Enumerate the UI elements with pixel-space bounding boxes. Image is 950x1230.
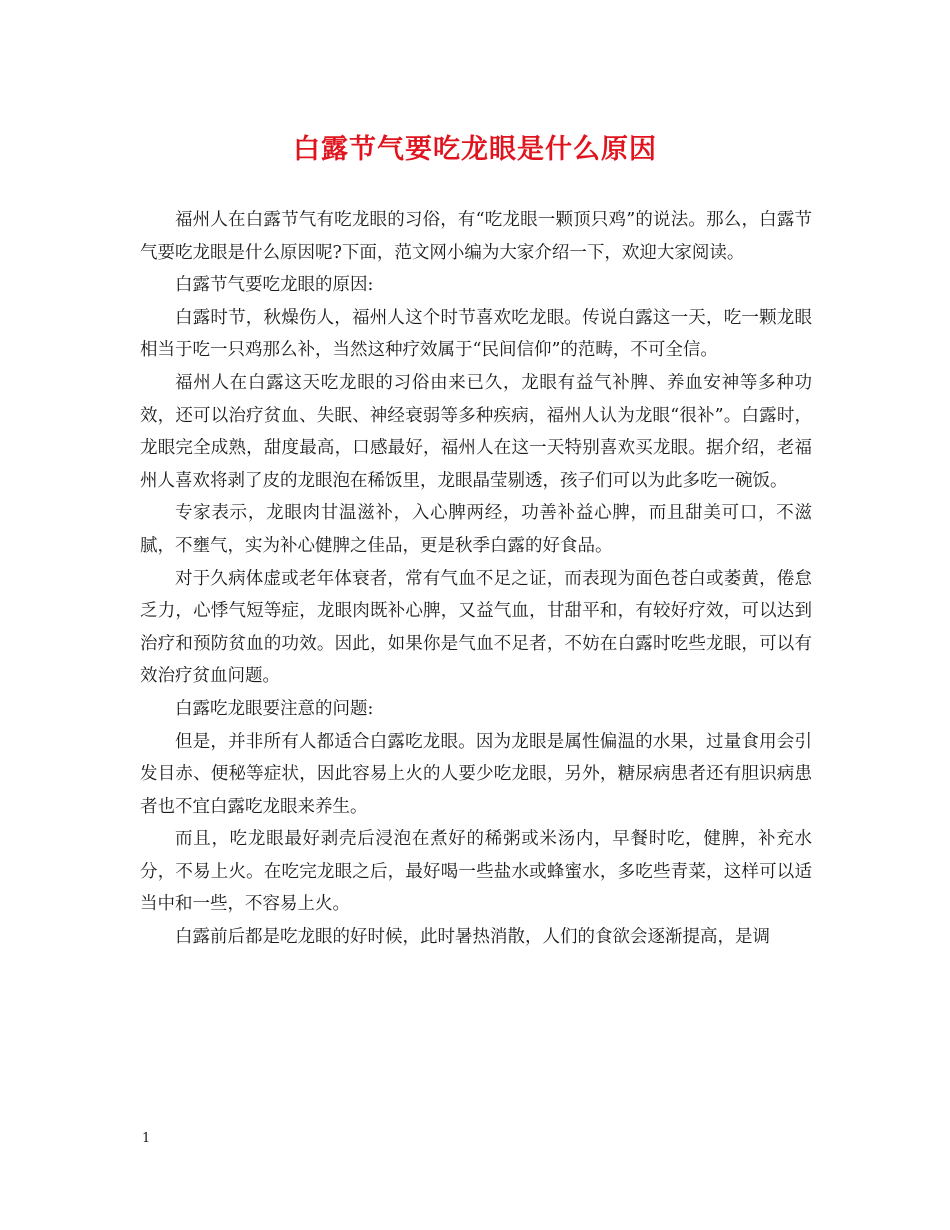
paragraph: 白露前后都是吃龙眼的好时候，此时暑热消散，人们的食欲会逐渐提高，是调 <box>175 927 770 948</box>
paragraph: 福州人在白露这天吃龙眼的习俗由来已久，龙眼有益气补脾、养血安神等多种功效，还可以治疗贫血、失眠、神经衰弱等多种疾病，福州人认为龙眼“很补”。白露时，龙眼完全成熟，甜度最高，口感最好，福州人在这一天特别喜欢买龙眼。据介绍，老福州人喜欢将剥了皮的龙眼泡在稀饭里，龙眼晶莹剔透，孩子们可以为此多吃一碗饭。 <box>140 372 812 491</box>
section-heading-reasons: 白露节气要吃龙眼的原因: <box>175 275 374 296</box>
document-title: 白露节气要吃龙眼是什么原因 <box>293 134 657 165</box>
paragraph: 对于久病体虚或老年体衰者，常有气血不足之证，而表现为面色苍白或萎黄，倦怠乏力，心悸气短等症，龙眼肉既补心脾，又益气血，甘甜平和，有较好疗效，可以达到治疗和预防贫血的功效。因此，如果你是气血不足者，不妨在白露时吃些龙眼，可以有效治疗贫血问题。 <box>140 568 812 687</box>
paragraph: 而且，吃龙眼最好剥壳后浸泡在煮好的稀粥或米汤内，早餐时吃，健脾，补充水分，不易上火。在吃完龙眼之后，最好喝一些盐水或蜂蜜水，多吃些青菜，这样可以适当中和一些，不容易上火。 <box>140 829 812 915</box>
paragraph: 但是，并非所有人都适合白露吃龙眼。因为龙眼是属性偏温的水果，过量食用会引发目赤、便秘等症状，因此容易上火的人要少吃龙眼，另外，糖尿病患者还有胆识病患者也不宜白露吃龙眼来养生。 <box>140 731 812 817</box>
paragraph-intro: 福州人在白露节气有吃龙眼的习俗，有“吃龙眼一颗顶只鸡”的说法。那么，白露节气要吃龙眼是什么原因呢?下面，范文网小编为大家介绍一下，欢迎大家阅读。 <box>140 210 812 263</box>
paragraph: 专家表示，龙眼肉甘温滋补，入心脾两经，功善补益心脾，而且甜美可口，不滋腻，不壅气，实为补心健脾之佳品，更是秋季白露的好食品。 <box>140 503 812 556</box>
document-body <box>140 204 812 954</box>
page-number: 1 <box>142 1131 151 1146</box>
section-heading-cautions: 白露吃龙眼要注意的问题: <box>175 698 374 719</box>
paragraph: 白露时节，秋燥伤人，福州人这个时节喜欢吃龙眼。传说白露这一天，吃一颗龙眼相当于吃一只鸡那么补，当然这种疗效属于“民间信仰”的范畴，不可全信。 <box>140 307 812 361</box>
